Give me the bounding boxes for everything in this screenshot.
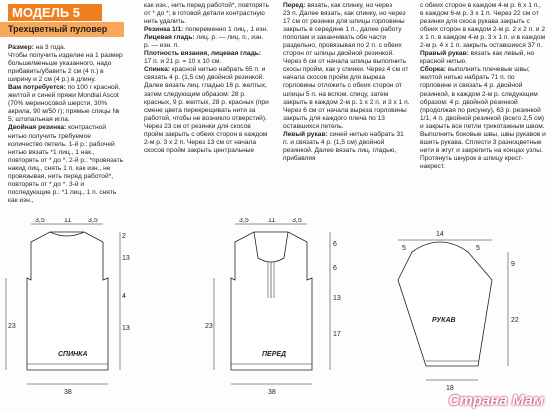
sleeve-dim-left: 5 [402, 245, 406, 252]
face-text: лиц. р. — лиц. п., изн. р. — изн. п. [144, 34, 264, 50]
right-sleeve-text: вязать как левый, но красной нитью. [420, 50, 535, 66]
rib-text: контрастной нитью получить требуемое количество петель. 1-й р.: рабочей нитью вязать *1 лиц., 1 нак., повторять от * до *. 2-й р.: *провязать накид лиц., снять 1 п. как изн., не провязывая, нить перед работой*, повторять от * до *. 3-й и последующие р.: *1 лиц., 1 п. снять как изн., [8, 124, 124, 204]
front-dim-h2: 6 [333, 265, 337, 272]
sleeve-piece [398, 231, 519, 392]
back-dim-h5: 13 [122, 325, 130, 332]
front-dim-h1: 6 [333, 241, 337, 248]
left-sleeve-label: Левый рукав: [283, 130, 328, 138]
back-text: красной нитью набрать 65 п. и связать 4 р. (1,5 см) двойной резинкой. Далее вязать лиц. гладью 16 р. желтых, затем следующим образом: 28 р. красных, 9 р. желтых, 28 р. красных (при смене цвета перекрещивать нити за работой, чтобы не возникло отверстий). Через 23 см от резинки для скосов пройм закрыть с обеих сторон в каждом 2-м р. 3 х 2 п. Через 13 см от начала скосов пройм закрыть центральные [144, 66, 269, 154]
back-label: СПИНКА [58, 351, 88, 358]
face-label: Лицевая гладь: [144, 34, 195, 42]
pattern-diagrams [0, 218, 550, 412]
front-label: ПЕРЕД [262, 351, 287, 358]
front-piece [205, 218, 341, 396]
back-dim-shoulder-left: 3,5 [35, 218, 45, 224]
front-dim-h4: 13 [333, 295, 341, 302]
front-body: 23 п. Далее вязать, как спинку, но через 17 см от резинки для шпицы горловины закрыть в середине 1 п., далее работу пополам и заканчивать обе части раздельно, провязывая по 2 п. с обеих сторон от шпицы двойной резинкой. Через 6 см от начала шпицы выполнить скосы пройм, как у спинки. Через 4 см от начала скосов пройм для выреза горловины отложить с обеих сторон от шпицы 5 п. на вспом. спицу, затем закрыть в каждом 2-м р. 1 х 2 п. и 3 х 1 п. Через 6 см от начала выреза горловины закрыть для каждого плеча по 13 оставшихся петель. [283, 10, 410, 130]
header [0, 0, 124, 42]
front-text: вязать, как спинку, но через [305, 2, 393, 9]
back-label: Спинка: [144, 66, 170, 74]
size-text: на 3 года. [33, 44, 66, 51]
front-dim-width: 38 [268, 389, 276, 396]
watermark: Страна Мам [448, 392, 544, 409]
instructions-col-4 [420, 2, 546, 171]
sleeve-dim-h1: 9 [511, 261, 515, 268]
sleeve-dim-width: 18 [446, 385, 454, 392]
back-dim-width: 38 [64, 389, 72, 396]
rib11-label: Резинка 1/1: [144, 26, 184, 34]
col2-intro: как изн., нить перед работой*, повторять от * до *; в готовой детали контрастную нить удалить. [144, 2, 269, 26]
pattern-svg [0, 218, 550, 412]
model-number: МОДЕЛЬ 5 [8, 4, 102, 21]
instructions-col-3 [283, 2, 410, 163]
rib11-text: попеременно 1 лиц., 1 изн. [183, 26, 268, 34]
density-text: 17 п. и 21 р. = 10 х 10 см. [144, 58, 222, 66]
front-label: Перед: [283, 2, 306, 9]
model-title: Трехцветный пуловер [0, 22, 124, 37]
right-sleeve-label: Правый рукав: [420, 50, 469, 58]
instructions-col-1 [8, 44, 126, 205]
front-dim-neck: 11 [268, 218, 276, 224]
front-dim-h3: 17 [333, 331, 341, 338]
sleeve-cont: с обеих сторон в каждом 4-м р. 6 х 1 п., в каждом 6-м р. 3 х 1 п. Через 22 см от резинки для скоса рукава закрыть с обеих сторон в каждом 2-м р. 2 х 2 п. и 2 х 1 п. в каждом 4-м р. 3 х 1 п. и в каждом 2-м р. 4 х 1 п. закрыть оставшиеся 37 п. [420, 2, 546, 50]
left-sleeve-text: синей нитью набрать 31 п. и связать 4 р. (1,5 см) двойной резинкой. Далее вязать лиц. гладью, прибавляя [283, 130, 404, 162]
density-label: Плотность вязания, лицевая гладь: [144, 50, 262, 58]
needs-text: по 100 г красной, желтой и синей пряжи Mondial Ascot (70% мериносовой шерсти, 30% акрила, 90 м/50 г); прямые спицы № 5; штопальная игла. [8, 84, 121, 124]
back-dim-neck: 11 [64, 218, 72, 224]
rib-label: Двойная резинка: [8, 124, 67, 132]
back-piece [6, 218, 130, 396]
sleeve-dim-right: 5 [476, 245, 480, 252]
front-dim-shoulder-right: 3,5 [292, 218, 302, 224]
back-dim-h1: 4 [122, 293, 126, 300]
front-dim-left: 23 [205, 323, 213, 330]
assembly-label: Сборка: [420, 66, 446, 74]
back-dim-shoulder-right: 3,5 [88, 218, 98, 224]
sleeve-label: РУКАВ [432, 317, 456, 324]
back-dim-left: 23 [8, 323, 16, 330]
sleeve-dim-top: 14 [436, 231, 444, 238]
back-dim-h3: 13 [122, 255, 130, 262]
size-label: Размер: [8, 44, 34, 51]
front-dim-shoulder-left: 3,5 [239, 218, 249, 224]
assembly-text: выполнить плечевые швы; желтой нитью набрать 71 п. по горловине и связать 4 р. двойной резинкой, в каждом 2-м р. следующим образом: 4 р. двойной резинкой (продолжая по рисунку), 63 р. резинкой 1/1, 4 п. двойной резинкой (всего 2,5 см) и закрыть все петли трикотажным швом. Выполнить боковые швы, швы рукавов и вшить рукава. Сплести 3 разноцветные нити в жгут и закрепить на концах узлы. Протянуть шнурок в шпицу крест-накрест. [420, 66, 546, 170]
size-note: Чтобы получить изделие на 1 размер больше/меньше указанного, надо прибавить/убавить 2 см (4 п.) в ширину и 2 см (4 р.) в длину. [8, 52, 123, 84]
sleeve-dim-h2: 22 [511, 317, 519, 324]
instructions-col-2 [144, 2, 269, 155]
back-dim-h2: 2 [122, 233, 126, 240]
needs-label: Вам потребуется: [8, 84, 66, 92]
